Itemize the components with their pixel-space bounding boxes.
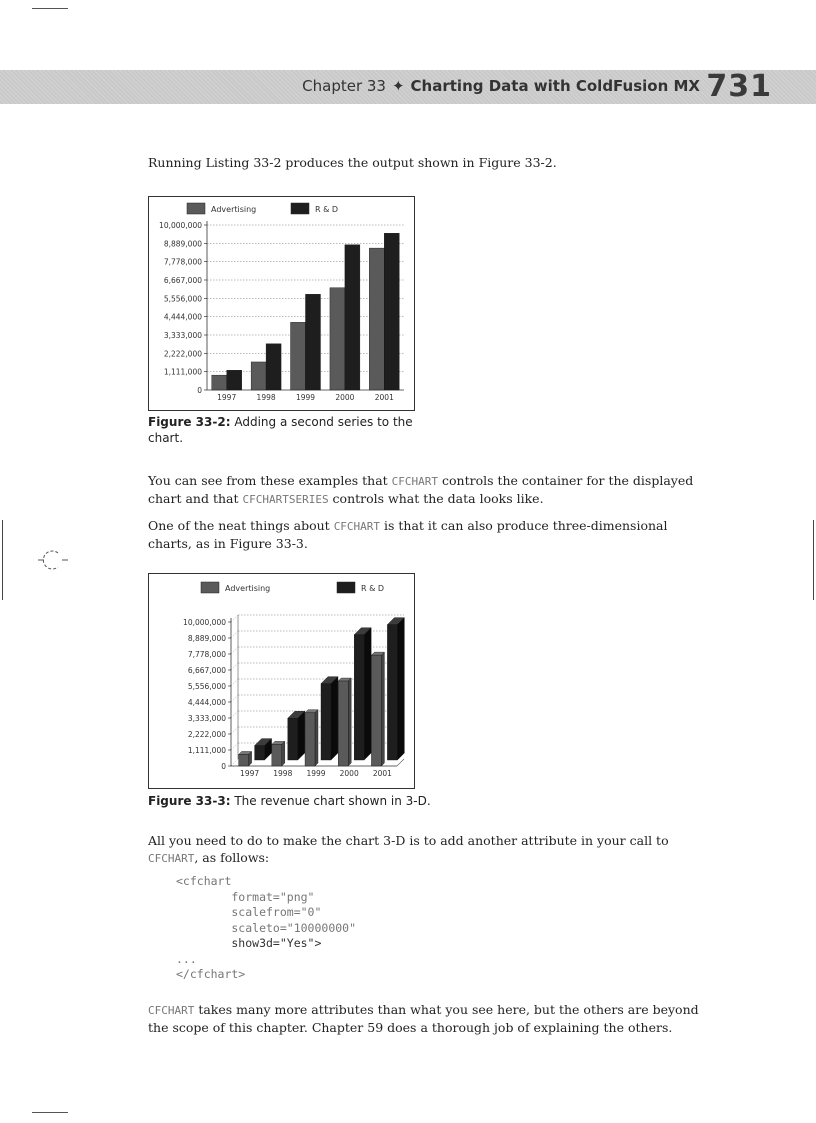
bar-side: [348, 678, 351, 766]
text-run: is that it can also produce three-dimensional charts, as in Figure 33-3.: [148, 518, 668, 551]
bar-advertising-1999: [305, 710, 318, 766]
figure-caption-text: Adding a second series to the chart.: [148, 415, 413, 445]
figure-label: Figure 33-3:: [148, 794, 231, 808]
bar-advertising-1999: [291, 322, 306, 390]
grid-diagonal: [231, 743, 238, 750]
code-cfchart: CFCHART: [333, 520, 381, 533]
bar-r-d-1997: [227, 370, 242, 390]
legend-label: Advertising: [211, 205, 257, 214]
y-tick-label: 5,556,000: [187, 682, 226, 691]
legend-swatch: [291, 203, 309, 214]
code-line: scaleto="10000000": [176, 920, 357, 935]
paragraph-3d-attribute: [148, 832, 708, 867]
legend-swatch: [337, 582, 355, 593]
grid-diagonal: [231, 615, 238, 622]
code-cfchart: CFCHART: [148, 1004, 195, 1017]
bar-face: [354, 635, 364, 760]
y-tick-label: 7,778,000: [163, 257, 202, 267]
code-cfchartseries: CFCHARTSERIES: [242, 493, 329, 506]
y-tick-label: 2,222,000: [163, 349, 202, 359]
bar-r-d-1999: [321, 677, 338, 760]
grid-diagonal: [231, 759, 238, 766]
code-line: show3d="Yes">: [176, 936, 322, 950]
text-run: All you need to do to make the chart 3-D is to add another attribute in your call to: [148, 833, 669, 848]
bar-r-d-1998: [266, 344, 281, 390]
y-tick-label: 7,778,000: [187, 650, 226, 659]
y-tick-label: 8,889,000: [163, 239, 202, 249]
text-run: controls what the data looks like.: [328, 491, 544, 506]
y-tick-label: 6,667,000: [187, 666, 226, 675]
bar-face: [345, 245, 360, 390]
x-tick-label: 1999: [306, 769, 326, 778]
legend-label: Advertising: [225, 584, 271, 593]
bar-advertising-2000: [338, 678, 351, 766]
bar-r-d-1997: [255, 739, 272, 760]
text-run: takes many more attributes than what you see here, but the others are beyond the scope of this chapter. Chapter 59 does a thorough job of explaining the others.: [148, 1002, 699, 1035]
bar-side: [298, 711, 305, 760]
x-tick-label: 1998: [273, 769, 293, 778]
code-line: <cfchart: [176, 874, 232, 888]
grid-diagonal: [231, 647, 238, 654]
text-run: One of the neat things about: [148, 518, 334, 533]
y-tick-label: 5,556,000: [163, 294, 202, 304]
bar-r-d-2000: [354, 628, 371, 760]
bar-side: [315, 710, 318, 766]
y-tick-label: 8,889,000: [187, 634, 226, 643]
code-cfchart: CFCHART: [391, 475, 439, 488]
text-run: You can see from these examples that: [148, 473, 392, 488]
legend-label: R & D: [315, 205, 339, 214]
figure-33-2-caption: [148, 414, 448, 446]
x-tick-label: 1997: [217, 393, 237, 402]
x-tick-label: 1997: [240, 769, 260, 778]
code-line: </cfchart>: [176, 967, 246, 981]
code-line: format="png": [176, 889, 315, 904]
y-tick-label: 4,444,000: [187, 698, 226, 707]
bar-face: [291, 322, 306, 390]
figure-33-3-caption: [148, 793, 448, 809]
bar-advertising-1998: [272, 741, 285, 766]
running-header: [302, 73, 700, 99]
bar-side: [364, 628, 371, 760]
y-tick-label: 0: [197, 386, 202, 395]
intro-paragraph: Running Listing 33-2 produces the output shown in Figure 33-2.: [148, 155, 557, 170]
bar-face: [251, 362, 266, 390]
chart-3d-svg: [149, 574, 414, 788]
text-run: controls the container for the displayed chart and that: [148, 473, 694, 506]
chapter-title: Charting Data with ColdFusion MX: [410, 77, 700, 95]
bar-face: [330, 288, 345, 390]
figure-caption-text: The revenue chart shown in 3-D.: [234, 794, 431, 808]
code-line: ...: [176, 951, 197, 966]
bar-side: [397, 618, 404, 760]
bar-r-d-1999: [306, 294, 321, 390]
bar-face: [266, 344, 281, 390]
registration-mark: [28, 548, 68, 572]
floor-edge: [397, 759, 404, 766]
legend-label: R & D: [361, 584, 385, 593]
y-tick-label: 1,111,000: [163, 367, 202, 377]
y-tick-label: 10,000,000: [183, 618, 226, 627]
x-tick-label: 2001: [374, 393, 394, 402]
bar-advertising-1997: [239, 751, 252, 766]
paragraph-3d-intro: [148, 517, 708, 552]
bar-r-d-2000: [345, 245, 360, 390]
bar-face: [306, 294, 321, 390]
y-tick-label: 0: [221, 762, 226, 771]
grid-diagonal: [231, 695, 238, 702]
bar-side: [282, 741, 285, 766]
bar-advertising-2001: [371, 652, 384, 766]
y-tick-label: 3,333,000: [187, 714, 226, 723]
bar-r-d-2001: [387, 618, 404, 760]
x-tick-label: 2000: [335, 393, 355, 402]
y-tick-label: 3,333,000: [163, 331, 202, 340]
legend-swatch: [187, 203, 205, 214]
bar-face: [338, 681, 348, 766]
bar-r-d-2001: [384, 233, 399, 390]
grid-diagonal: [231, 727, 238, 734]
bar-face: [227, 370, 242, 390]
chart-legend: [201, 582, 384, 593]
x-tick-label: 1999: [295, 393, 316, 402]
text-run: , as follows:: [194, 850, 270, 865]
bar-face: [384, 233, 399, 390]
bar-face: [272, 744, 282, 766]
bar-face: [212, 375, 227, 390]
bar-face: [288, 718, 298, 760]
bar-face: [321, 684, 331, 760]
chart-legend: [187, 203, 338, 214]
bar-advertising-1998: [251, 362, 266, 390]
bar-face: [255, 746, 265, 760]
figure-33-3-chart: [148, 573, 415, 789]
bar-face: [371, 655, 381, 766]
y-tick-label: 10,000,000: [159, 221, 202, 230]
crop-mark-top-left: [32, 8, 68, 9]
bar-face: [387, 625, 397, 760]
bar-face: [305, 713, 315, 766]
bar-side: [381, 652, 384, 766]
margin-mark-right: [813, 520, 814, 600]
code-line: scalefrom="0": [176, 905, 322, 919]
chapter-label: Chapter 33: [302, 77, 386, 95]
figure-label: Figure 33-2:: [148, 415, 231, 429]
y-tick-label: 4,444,000: [163, 312, 202, 322]
margin-mark-left: [2, 520, 3, 600]
bar-side: [331, 677, 338, 760]
paragraph-cfchart-container: [148, 472, 708, 508]
bar-face: [239, 754, 249, 766]
page-number: 731: [706, 69, 772, 104]
grid-diagonal: [231, 711, 238, 718]
bar-advertising-2001: [369, 248, 384, 390]
x-tick-label: 2001: [372, 769, 392, 778]
x-tick-label: 2000: [339, 769, 359, 778]
crop-mark-bottom-left: [32, 1112, 68, 1113]
bar-r-d-1998: [288, 711, 305, 760]
y-tick-label: 2,222,000: [187, 730, 226, 739]
bar-advertising-1997: [212, 375, 227, 390]
x-tick-label: 1998: [256, 393, 276, 402]
separator-icon: ✦: [391, 77, 405, 95]
paragraph-closing: [148, 1001, 708, 1036]
legend-swatch: [201, 582, 219, 593]
bar-face: [369, 248, 384, 390]
y-tick-label: 6,667,000: [163, 276, 202, 285]
chart-2d-svg: [149, 197, 414, 410]
y-tick-label: 1,111,000: [187, 746, 226, 755]
grid-diagonal: [231, 631, 238, 638]
figure-33-2-chart: [148, 196, 415, 411]
bar-advertising-2000: [330, 288, 345, 390]
grid-diagonal: [231, 663, 238, 670]
grid-diagonal: [231, 679, 238, 686]
code-cfchart: CFCHART: [148, 852, 195, 865]
code-listing: [176, 874, 356, 983]
